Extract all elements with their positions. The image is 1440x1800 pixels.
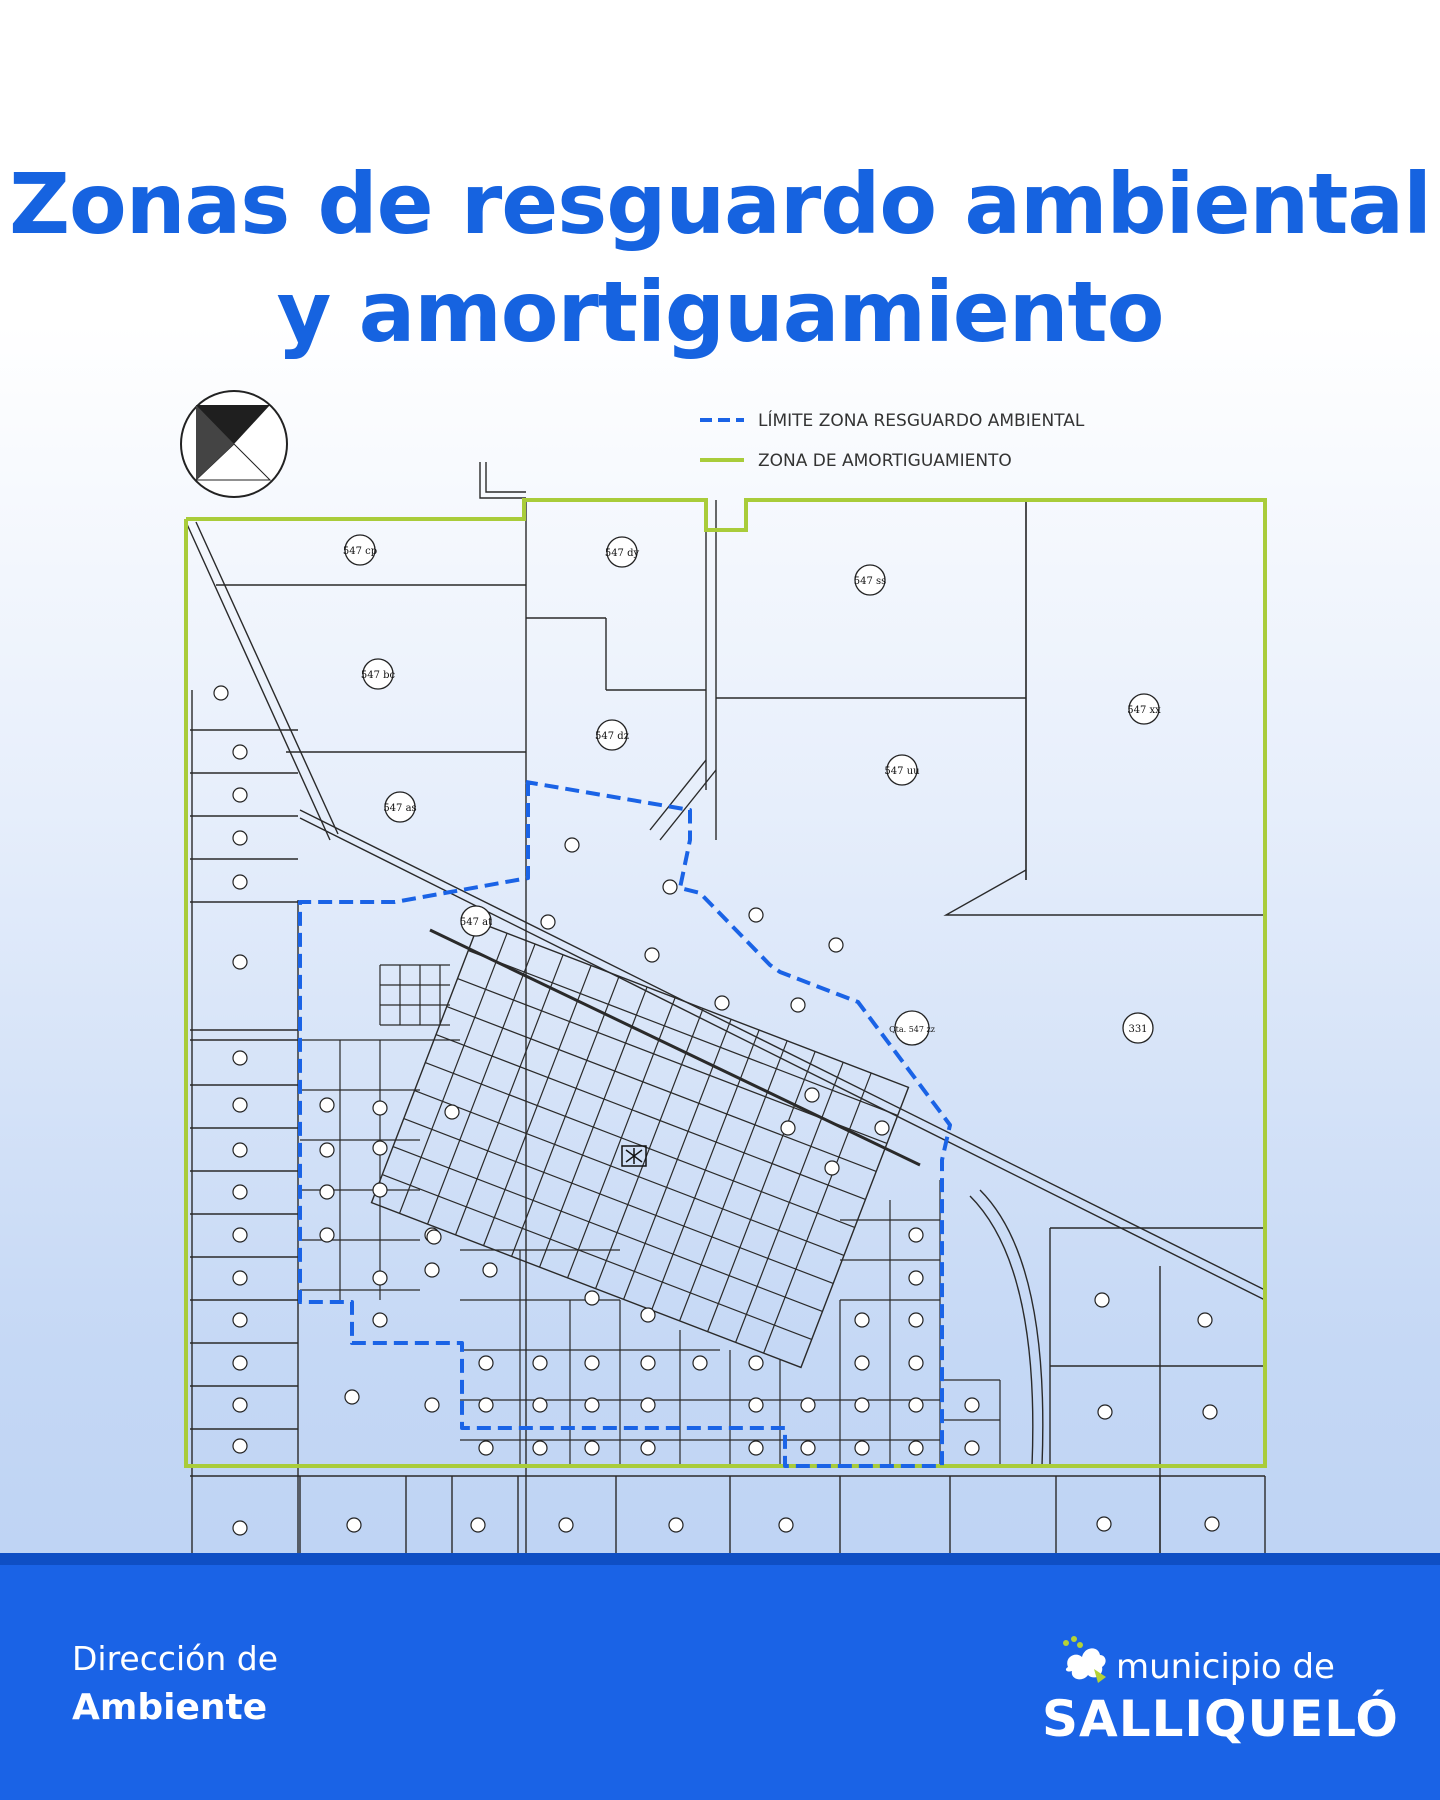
title-line-2: y amortiguamiento [276, 263, 1164, 361]
brand-line-2: SALLIQUELÓ [1042, 1690, 1399, 1748]
legend-resguardo-label: LÍMITE ZONA RESGUARDO AMBIENTAL [758, 411, 1085, 431]
parcel-label-547as: 547 as [383, 803, 417, 814]
parcel-label-547cp: 547 cp [342, 546, 378, 557]
page-title [0, 150, 1440, 366]
amortiguamiento-boundary [186, 500, 1265, 1466]
department-line-2: Ambiente [72, 1687, 268, 1728]
title-line-1: Zonas de resguardo ambiental [9, 155, 1431, 253]
legend-amortiguamiento-label: ZONA DE AMORTIGUAMIENTO [758, 451, 1012, 471]
parcel-label-547ss: 547 ss [853, 576, 887, 587]
department-label [72, 1635, 278, 1733]
parcel-label-547zz: Qta. 547 zz [889, 1025, 935, 1034]
town-centre-marker [622, 1146, 646, 1166]
department-line-1: Dirección de [72, 1639, 279, 1678]
north-arrow-icon [181, 391, 287, 497]
parcel-label-547dz: 547 dz [595, 731, 629, 742]
parcel-label-547uu: 547 uu [884, 766, 920, 777]
cadastral-map [0, 380, 1440, 1555]
municipio-brand [1040, 1623, 1399, 1763]
map-legend [700, 409, 1085, 471]
parcel-label-547at: 547 at [459, 917, 493, 928]
parcel-label-547bc: 547 bc [360, 670, 396, 681]
parcel-label-547xx: 547 xx [1127, 705, 1161, 716]
municipio-logo-icon [1054, 1633, 1116, 1695]
resguardo-boundary [300, 782, 950, 1466]
footer-bar [0, 1553, 1440, 1800]
brand-line-1: municipio de [1116, 1647, 1335, 1687]
parcel-label-331: 331 [1128, 1024, 1148, 1035]
parcel-label-547dy: 547 dy [604, 548, 640, 559]
footer-top-strip [0, 1553, 1440, 1565]
